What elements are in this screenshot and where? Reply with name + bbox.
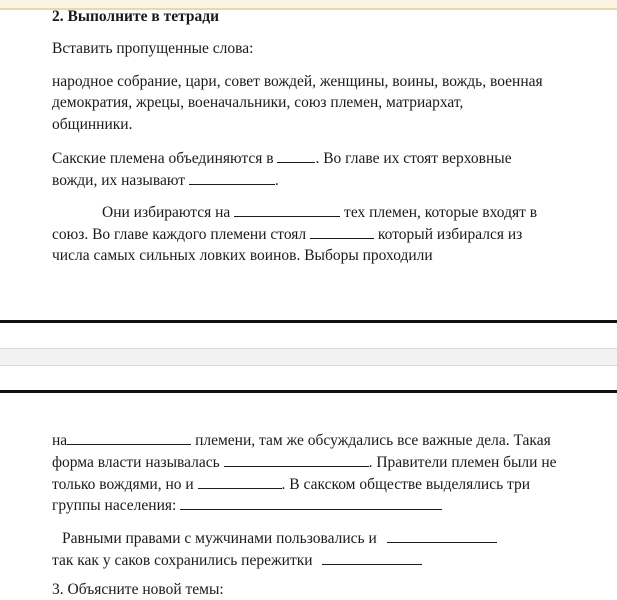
answer-blank[interactable] — [180, 496, 442, 510]
page2-line-3 — [52, 474, 530, 495]
paragraph-text: Равными правами с мужчинами пользовались и — [62, 530, 377, 547]
page2-line-6 — [52, 550, 422, 571]
page2-line-4 — [52, 495, 442, 516]
paragraph-text: союз. Во главе каждого племени стоял — [52, 226, 307, 243]
page-break-top-border — [0, 320, 617, 323]
paragraph-text: Они избираются на — [102, 204, 231, 221]
paragraph-text: вожди, их называют — [52, 172, 185, 189]
paragraph-text: . В сакском обществе выделялись три — [281, 476, 531, 493]
paragraph-text: Сакские племена объединяются в — [52, 150, 274, 167]
paragraph-2-line-1 — [102, 202, 537, 223]
answer-blank[interactable] — [189, 171, 275, 185]
document-page-2 — [0, 393, 617, 598]
word-bank-line-3: общинники. — [52, 116, 133, 133]
paragraph-2-line-3: числа самых сильных ловких воинов. Выборы проходили — [52, 247, 433, 264]
paragraph-text: тех племен, которые входят в — [344, 204, 538, 221]
page2-line-5 — [62, 528, 497, 549]
answer-blank[interactable] — [310, 225, 374, 239]
answer-blank[interactable] — [198, 475, 282, 489]
next-task-heading: 3. Объясните новой темы: — [52, 581, 224, 598]
paragraph-2-line-2 — [52, 224, 522, 245]
instruction-text: Вставить пропущенные слова: — [52, 40, 254, 57]
page-gap-strip — [0, 348, 617, 366]
answer-blank[interactable] — [234, 203, 340, 217]
answer-blank[interactable] — [387, 529, 497, 543]
paragraph-text: только вождями, но и — [52, 476, 194, 493]
answer-blank[interactable] — [67, 431, 191, 445]
paragraph-1-line-2 — [52, 170, 279, 191]
page2-line-1 — [52, 430, 551, 451]
paragraph-text: форма власти называлась — [52, 454, 220, 471]
answer-blank[interactable] — [224, 453, 369, 467]
paragraph-text: . Правители племен были не — [368, 454, 557, 471]
word-bank-line-2: демократия, жрецы, военачальники, союз племен, матриархат, — [52, 94, 464, 111]
paragraph-text: . — [274, 172, 279, 189]
paragraph-text: группы населения: — [52, 497, 177, 514]
word-bank-line-1: народное собрание, цари, совет вождей, женщины, воины, вождь, военная — [52, 73, 543, 90]
answer-blank[interactable] — [322, 551, 422, 565]
paragraph-text: который избирался из — [377, 226, 523, 243]
paragraph-text: так как у саков сохранились пережитки — [52, 552, 313, 569]
task-heading: 2. Выполните в тетради — [52, 8, 220, 25]
answer-blank[interactable] — [277, 149, 315, 163]
paragraph-text: племени, там же обсуждались все важные дела. Такая — [195, 432, 551, 449]
paragraph-text: . Во главе их стоят верховные — [315, 150, 512, 167]
paragraph-text: на — [52, 432, 68, 449]
page2-line-2 — [52, 452, 557, 473]
paragraph-1-line-1 — [52, 148, 512, 169]
